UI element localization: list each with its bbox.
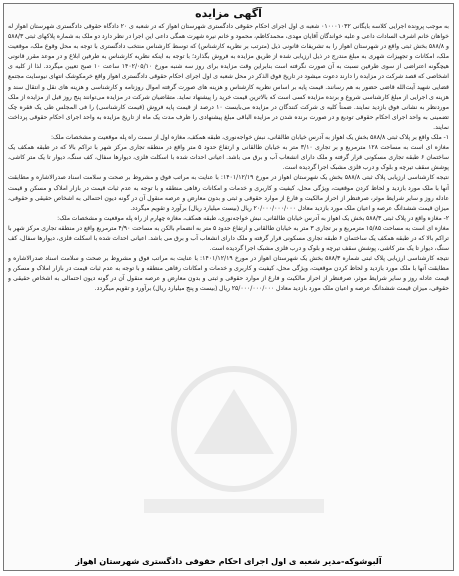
notice-paragraph-property1-description: مغازه ای است به مساحت ۱۲۸ مترمربع و بر تجاری ۳/۱۰ متر به خیابان طالقانی و ارتفاع حدود ۵ متر واقع در منطقه تجاری مرکز شهر با تراکم بالا که در طبقه همکف یک ساختمان ۶ طبقه تجاری مسکونی قرار گرفته و ملک دارای انشعاب آب و برق می باشد. اعیانی احداث شده با اسکلت فلزی، دیوارها سفال، کف سنگ، دیوار تا یک متر کاشی، پوشش سقف تیرچه و بلوک و درب فلزی مشبک اجرا گردیده است. bbox=[8, 144, 449, 172]
notice-body bbox=[8, 22, 449, 295]
notice-paragraph-intro: به موجب پرونده اجرایی کلاسه بایگانی ۰۱۰۰۰۱۰۳۲ شعبه ی اول اجرای احکام حقوقی دادگستری شهرستان اهواز که در شعبه ی ۲۰ دادگاه حقوقی دادگستری شهرستان اهواز له خواهان خانم اشرف السادات داعی و علیه خواندگان آقایان مهدی، محمدکاظم، محمود و خانم نیره شهرت همگی داعی این اجرا در نظر دارد دو ملک به شماره پلاکهای ثبتی ۵۸۸/۳ و ۵۸۸/۸ بخش ثبتی واقع در شهرستان اهواز را به تشریفات قانونی ذیل (مترتب بر نظریه کارشناس) که توسط کارشناس منتخب دادگستری با توجه به محل وقوع ملک، موقعیت ملک، امکانات و تجهیزات شهری به مبلغ مندرج در ذیل ارزیابی شده از طریق مزایده به فروش بگذارد؛ با توجه به اینکه نظریه کارشناس به طرفین ابلاغ و در موعد مقرر قانونی هیچگونه اعتراضی از سوی طرفین نسبت به آن صورت نگرفته است بنابراین وقت مزایده برای روز سه شنبه مورخ ۱۴۰۲/۰۵/۱۰ ساعت ۱۰ صبح تعیین میگردد. لذا از کلیه ی اشخاصی که قصد شرکت در مزایده را دارند دعوت میشود در تاریخ فوق الذکر در محل شعبه ی اول اجرای احکام حقوقی دادگستری اهواز واقع خرمکوشک انتهای نیوسایت مجتمع قضایی شهید آیت‌الله قاضی حضور به هم رسانند. قیمت پایه بر اساس نظریه کارشناس و هزینه های صورت گرفته اموال روزنامه و کارشناسی و هزینه های نقل و انتقال سند و هزینه ی اجرایی از مبلغ کارشناسی شروع و برنده مزایده کسی است که بالاترین قیمت خرید را پیشنهاد نماید. متقاضیان شرکت در مزایده می‌توانند پنج روز قبل از مزایده از ملک موردنظر به نشانی فوق بازدید نمایند. ضمناً کلیه ی شرکت کنندگان در مزایده می‌بایست ۱۰ درصد از قیمت پایه فروش (قیمت کارشناسی) را فی المجلس طی یک فقره چک تضمینی به واحد اجرای احکام حقوقی تودیع و در صورت برنده شدن در مزایده الباقی مبلغ پیشنهادی را ظرف مدت یک ماه از تاریخ مزایده به واحد اجرای احکام حقوقی پرداخت نمایند. bbox=[8, 23, 449, 131]
notice-title: آگهی مزایده bbox=[195, 7, 262, 20]
notice-signature: آلبوشوکه-مدیر شعبه ی اول اجرای احکام حقوقی دادگستری شهرستان اهواز bbox=[75, 556, 382, 566]
notice-paragraph-property2-heading: ۲- مغازه واقع در پلاک ثبتی ۵۸۸/۳ بخش یک اهواز به آدرس خیابان طالقانی، نبش خواجه‌نوری، طبقه همکف، مغازه چهارم از راه پله موقعیت و مشخصات ملک: bbox=[57, 214, 449, 222]
notice-paragraph-property1-heading: ۱- ملک واقع بر پلاک ثبتی ۵۸۸/۸ بخش یک اهواز به آدرس خیابان طالقانی، نبش خواجه‌نوری، طبقه همکف، مغازه اول از سمت راه پله موقعیت و مشخصات ملک: bbox=[50, 134, 449, 142]
notice-paragraph-property2-valuation: نتیجه کارشناسی ارزیابی پلاک ثبتی شماره ۵۸۸/۳ بخش یک شهرستان اهواز در مورخ ۱۴۰۱/۱۲/۱۹: با عنایت به مراتب فوق و مشروط بر صحت و سلامت اسناد صدرالاشاره و مطابقت آنها با ملک مورد بازدید و لحاظ کردن موقعیت، ویژگی محل، کیفیت و کاربری و خدمات و امکانات رفاهی منطقه و با توجه به عدم ثبات قیمت در بازار املاک و مسکن و قیمت عادله روز و سایر شرایط موثر، صرفنظر از احراز مالکیت و فارغ از موارد حقوقی و ثبتی و بدون معارض و عرصه منقول آن در گونه دیون احتمالی به اشخاص حقیقی و حقوقی، میزان قیمت ششدانگ عرصه و اعیان ملک مورد بازدید معادل ۲۵/۰۰۰/۰۰۰/۰۰۰ ریال (بیست و پنج میلیارد ریال) برآورد و تقویم میگردد. bbox=[8, 255, 449, 293]
notice-paragraph-property1-valuation: نتیجه کارشناسی ارزیابی پلاک ثبتی ۵۸۸/۸ بخش یک شهرستان اهواز در مورخ ۱۴۰۱/۱۲/۱۹: با عنایت به مراتب فوق و مشروط بر صحت و سلامت اسناد صدرالاشاره و مطابقت آنها با ملک مورد بازدید و لحاظ کردن موقعیت، ویژگی محل، کیفیت و کاربری و خدمات و امکانات رفاهی منطقه و با توجه به عدم ثبات قیمت در بازار املاک و مسکن و قیمت عادله روز و سایر شرایط موثر، صرفنظر از احراز مالکیت و فارغ از موارد حقوقی و ثبتی و بدون معارض و عرصه منقول آن در گونه دیون احتمالی به اشخاص حقیقی و حقوقی، میزان قیمت ششدانگ عرصه و اعیان ملک مورد بازدید معادل ۲۰/۰۰۰/۰۰۰/۰۰۰ ریال (بیست میلیارد ریال) برآورد و تقویم میگردد. bbox=[8, 174, 449, 212]
notice-paragraph-property2-description: مغازه ای است به مساحت ۱۵/۸۵ مترمربع و بر تجاری ۳ متر به خیابان طالقانی و ارتفاع حدود ۵ متر به انضمام بالکن به مساحت ۴/۹۰ مترمربع واقع در منطقه تجاری مرکز شهر با تراکم بالا که در طبقه همکف یک ساختمان ۶ طبقه تجاری مسکونی قرار گرفته و ملک دارای انشعاب آب و برق می باشد. اعیانی احداث شده با اسکلت فلزی، دیوارها سفال، کف سنگ، دیوار تا یک متر کاشی، پوشش سقف تیرچه و بلوک و درب فلزی مشبک اجرا گردیده است. bbox=[8, 224, 449, 253]
notice-content bbox=[8, 7, 449, 567]
notice-frame bbox=[3, 3, 454, 571]
